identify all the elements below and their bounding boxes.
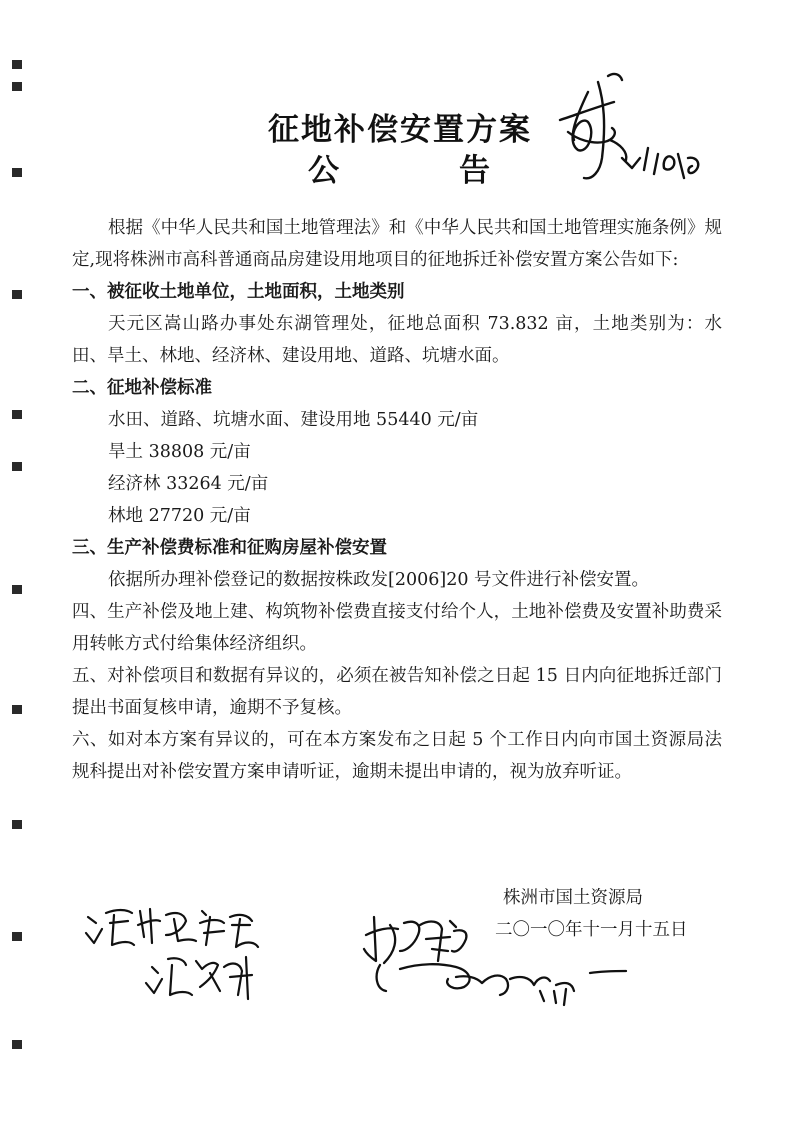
handwritten-signature-top-right (548, 62, 708, 202)
standard-item: 旱土 38808 元/亩 (108, 442, 251, 462)
item-5: 五、对补偿项目和数据有异议的，必须在被告知补偿之日起 15 日内向征地拆迁部门提出书面复核申请，逾期不予复核。 (72, 666, 722, 718)
standard-item: 林地 27720 元/亩 (108, 506, 251, 526)
section-heading-3: 三、生产补偿费标准和征购房屋补偿安置 (72, 538, 387, 558)
binding-hole (12, 820, 22, 829)
handwritten-signature-bottom-middle (360, 905, 640, 1015)
subtitle-char: 公 (308, 153, 341, 189)
section-body-3: 依据所办理补偿登记的数据按株政发[2006]20 号文件进行补偿安置。 (108, 570, 650, 590)
section-heading-2: 二、征地补偿标准 (72, 378, 212, 398)
binding-hole (12, 410, 22, 419)
subtitle-char: 告 (459, 153, 492, 189)
binding-hole (12, 1040, 22, 1049)
binding-hole (12, 60, 22, 69)
issue-date: 二〇一〇年十一月十五日 (495, 920, 688, 940)
section-body-1: 天元区嵩山路办事处东湖管理处，征地总面积 73.832 亩，土地类别为：水田、旱土、林地、经济林、建设用地、道路、坑塘水面。 (72, 314, 722, 366)
document-body (72, 212, 722, 788)
binding-hole (12, 585, 22, 594)
standard-item: 经济林 33264 元/亩 (108, 474, 269, 494)
section-heading-1: 一、被征收土地单位，土地面积，土地类别 (72, 282, 405, 302)
binding-hole (12, 705, 22, 714)
handwritten-signature-bottom-left (82, 895, 302, 1005)
issuer-name: 株洲市国土资源局 (503, 888, 643, 908)
standard-item: 水田、道路、坑塘水面、建设用地 55440 元/亩 (108, 410, 479, 430)
document-title: 征地补偿安置方案 (268, 112, 532, 148)
intro-paragraph: 根据《中华人民共和国土地管理法》和《中华人民共和国土地管理实施条例》规定,现将株洲市高科普通商品房建设用地项目的征地拆迁补偿安置方案公告如下: (72, 218, 722, 270)
binding-hole (12, 462, 22, 471)
item-6: 六、如对本方案有异议的，可在本方案发布之日起 5 个工作日内向市国土资源局法规科提出对补偿安置方案申请听证，逾期未提出申请的，视为放弃听证。 (72, 730, 722, 782)
item-4: 四、生产补偿及地上建、构筑物补偿费直接支付给个人，土地补偿费及安置补助费采用转帐方式付给集体经济组织。 (72, 602, 722, 654)
binding-hole (12, 932, 22, 941)
binding-hole (12, 290, 22, 299)
binding-hole (12, 82, 22, 91)
